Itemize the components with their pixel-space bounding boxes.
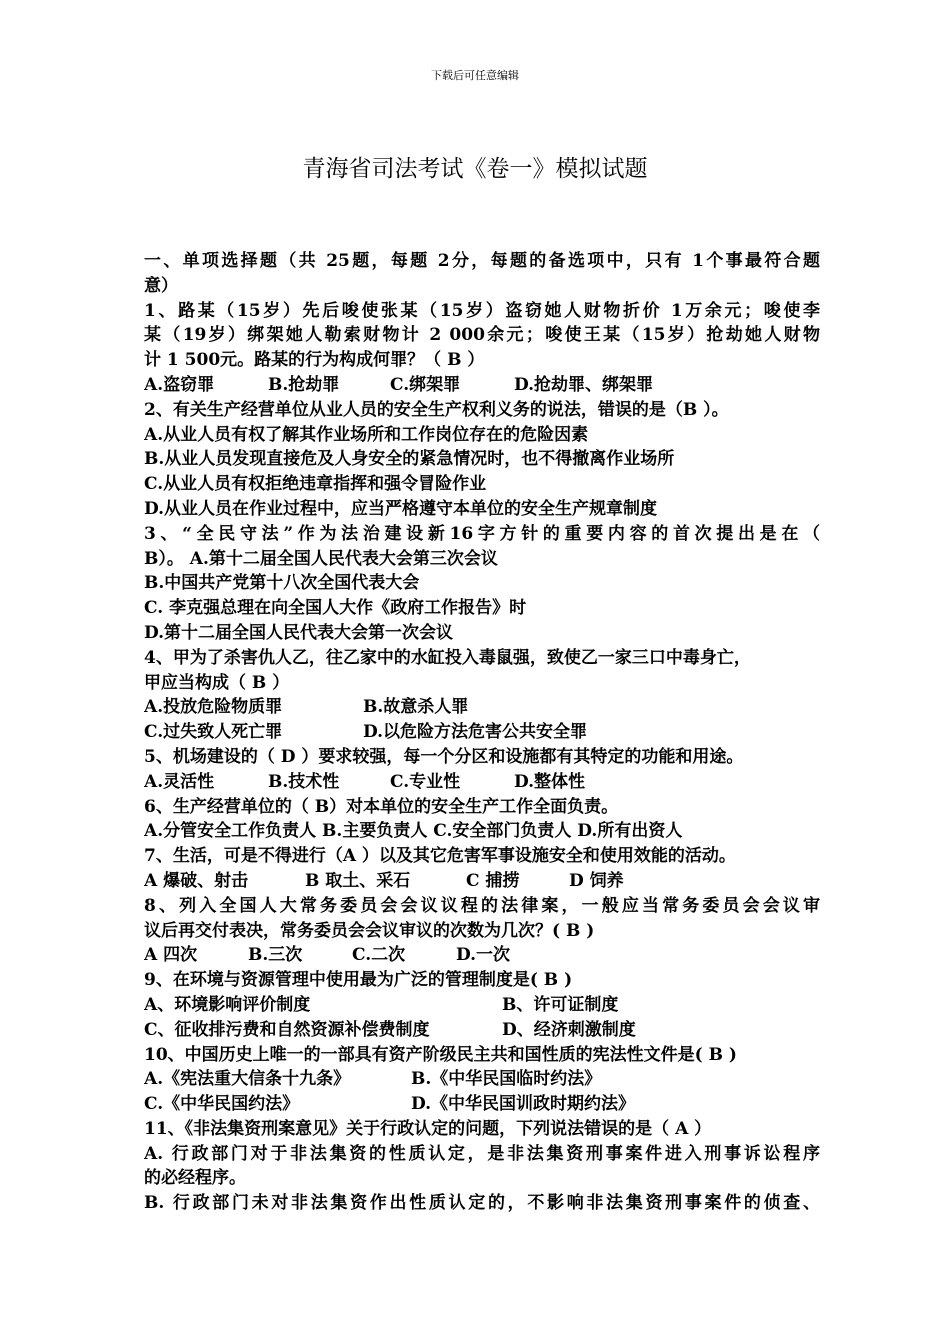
option-b: B.从业人员发现直接危及人身安全的紧急情况时，也不得撤离作业场所 bbox=[144, 449, 675, 470]
option-a: A 四次 bbox=[144, 945, 198, 966]
question-10-text: 10、中国历史上唯一的一部具有资产阶级民主共和国性质的宪法性文件是( B ) bbox=[144, 1044, 737, 1065]
option-d: D.以危险方法危害公共安全罪 bbox=[363, 722, 588, 743]
option-d: D.抢劫罪、绑架罪 bbox=[514, 374, 654, 395]
option-d: D 饲养 bbox=[569, 870, 624, 891]
option-c: C. 李克强总理在向全国人大作《政府工作报告》时 bbox=[144, 598, 527, 619]
question-10-options bbox=[144, 1092, 820, 1117]
question-3-text: 3、“全民守法”作为法治建设新16字方针的重要内容的首次提出是在（ bbox=[144, 523, 820, 544]
option-b: B.抢劫罪 bbox=[268, 374, 340, 395]
section-heading-cont: 意） bbox=[144, 275, 178, 296]
option-c: C.二次 bbox=[352, 945, 406, 966]
option-c: C.从业人员有权拒绝违章指挥和强令冒险作业 bbox=[144, 474, 487, 495]
question-8-options bbox=[144, 943, 820, 968]
question-1-options bbox=[144, 373, 820, 398]
question-4-options bbox=[144, 720, 820, 745]
question-1-text: 计 1 500元。路某的行为构成何罪？（ B ） bbox=[144, 350, 485, 371]
question-2-text: 2、有关生产经营单位从业人员的安全生产权利义务的说法，错误的是（B ）。 bbox=[144, 399, 729, 420]
question-9-text: 9、在环境与资源管理中使用最为广泛的管理制度是( B ) bbox=[144, 970, 573, 991]
question-8-text: 8、列入全国人大常务委员会会议议程的法律案，一般应当常务委员会会议审 bbox=[144, 895, 820, 916]
question-11-option-b: B. 行政部门未对非法集资作出性质认定的，不影响非法集资刑事案件的侦查、 bbox=[144, 1193, 820, 1214]
question-7-text: 7、生活，可是不得进行（A ）以及其它危害军事设施安全和使用效能的活动。 bbox=[144, 846, 736, 867]
option-c: C.《中华民国约法》 bbox=[144, 1094, 300, 1115]
option-c: C、征收排污费和自然资源补偿费制度 bbox=[144, 1019, 430, 1040]
option-a: A.投放危险物质罪 bbox=[144, 697, 283, 718]
option-a: A 爆破、射击 bbox=[144, 870, 249, 891]
question-10-options bbox=[144, 1067, 820, 1092]
option-a: A.盗窃罪 bbox=[144, 374, 215, 395]
option-a: A、环境影响评价制度 bbox=[144, 994, 311, 1015]
question-9-options bbox=[144, 1018, 820, 1043]
question-4-options bbox=[144, 695, 820, 720]
option-c: C 捕捞 bbox=[466, 870, 520, 891]
question-4-text: 4、甲为了杀害仇人乙，往乙家中的水缸投入毒鼠强，致使乙一家三口中毒身亡， bbox=[144, 647, 751, 668]
option-b: B.中国共产党第十八次全国代表大会 bbox=[144, 573, 420, 594]
question-1-text: 某（19岁）绑架她人勒索财物计 2 000余元；唆使王某（15岁）抢劫她人财物 bbox=[144, 325, 820, 346]
option-c: C.绑架罪 bbox=[390, 374, 461, 395]
question-9-options bbox=[144, 993, 820, 1018]
option-b: B.故意杀人罪 bbox=[363, 697, 469, 718]
question-4-text: 甲应当构成（ B ） bbox=[144, 672, 290, 693]
document-body bbox=[144, 249, 820, 1216]
header-note: 下载后可任意编辑 bbox=[431, 69, 519, 82]
question-11-text: 11、《非法集资刑案意见》关于行政认定的问题，下列说法错误的是（ A ） bbox=[144, 1118, 712, 1139]
question-7-options bbox=[144, 869, 820, 894]
option-b: B.技术性 bbox=[268, 771, 340, 792]
option-b: B、许可证制度 bbox=[502, 994, 619, 1015]
option-b: B.《中华民国临时约法》 bbox=[411, 1069, 602, 1090]
option-d: D.第十二届全国人民代表大会第一次会议 bbox=[144, 622, 454, 643]
option-a: A.《宪法重大信条十九条》 bbox=[144, 1069, 351, 1090]
question-6-text: 6、生产经营单位的（ B）对本单位的安全生产工作全面负责。 bbox=[144, 796, 619, 817]
option-a: A.灵活性 bbox=[144, 771, 215, 792]
option-c: C.过失致人死亡罪 bbox=[144, 722, 283, 743]
option-d: D.《中华民国训政时期约法》 bbox=[411, 1094, 636, 1115]
section-heading: 一、单项选择题（共 25题，每题 2分，每题的备选项中，只有 1个事最符合题 bbox=[144, 251, 820, 271]
question-11-option-a-cont: 的必经程序。 bbox=[144, 1168, 246, 1189]
question-6-options: A.分管安全工作负责人 B.主要负责人 C.安全部门负责人 D.所有出资人 bbox=[144, 821, 683, 842]
option-d: D.整体性 bbox=[514, 771, 586, 792]
question-11-option-a: A. 行政部门对于非法集资的性质认定，是非法集资刑事案件进入刑事诉讼程序 bbox=[144, 1143, 820, 1164]
question-1-text: 1、路某（15岁）先后唆使张某（15岁）盗窃她人财物折价 1万余元；唆使李 bbox=[144, 300, 820, 321]
question-8-text: 议后再交付表决，常务委员会会议审议的次数为几次？( B ) bbox=[144, 920, 595, 941]
option-c: C.专业性 bbox=[390, 771, 461, 792]
option-b: B 取土、采石 bbox=[305, 870, 411, 891]
page-title: 青海省司法考试《卷一》模拟试题 bbox=[302, 156, 648, 182]
option-d: D、经济刺激制度 bbox=[502, 1019, 636, 1040]
option-d: D.一次 bbox=[456, 945, 511, 966]
question-3-text: B）。 A.第十二届全国人民代表大会第三次会议 bbox=[144, 548, 498, 569]
option-d: D.从业人员在作业过程中，应当严格遵守本单位的安全生产规章制度 bbox=[144, 498, 658, 519]
question-5-text: 5、机场建设的（ D ）要求较强，每一个分区和设施都有其特定的功能和用途。 bbox=[144, 746, 744, 767]
option-a: A.从业人员有权了解其作业场所和工作岗位存在的危险因素 bbox=[144, 424, 589, 445]
question-5-options bbox=[144, 770, 820, 795]
option-b: B.三次 bbox=[248, 945, 303, 966]
